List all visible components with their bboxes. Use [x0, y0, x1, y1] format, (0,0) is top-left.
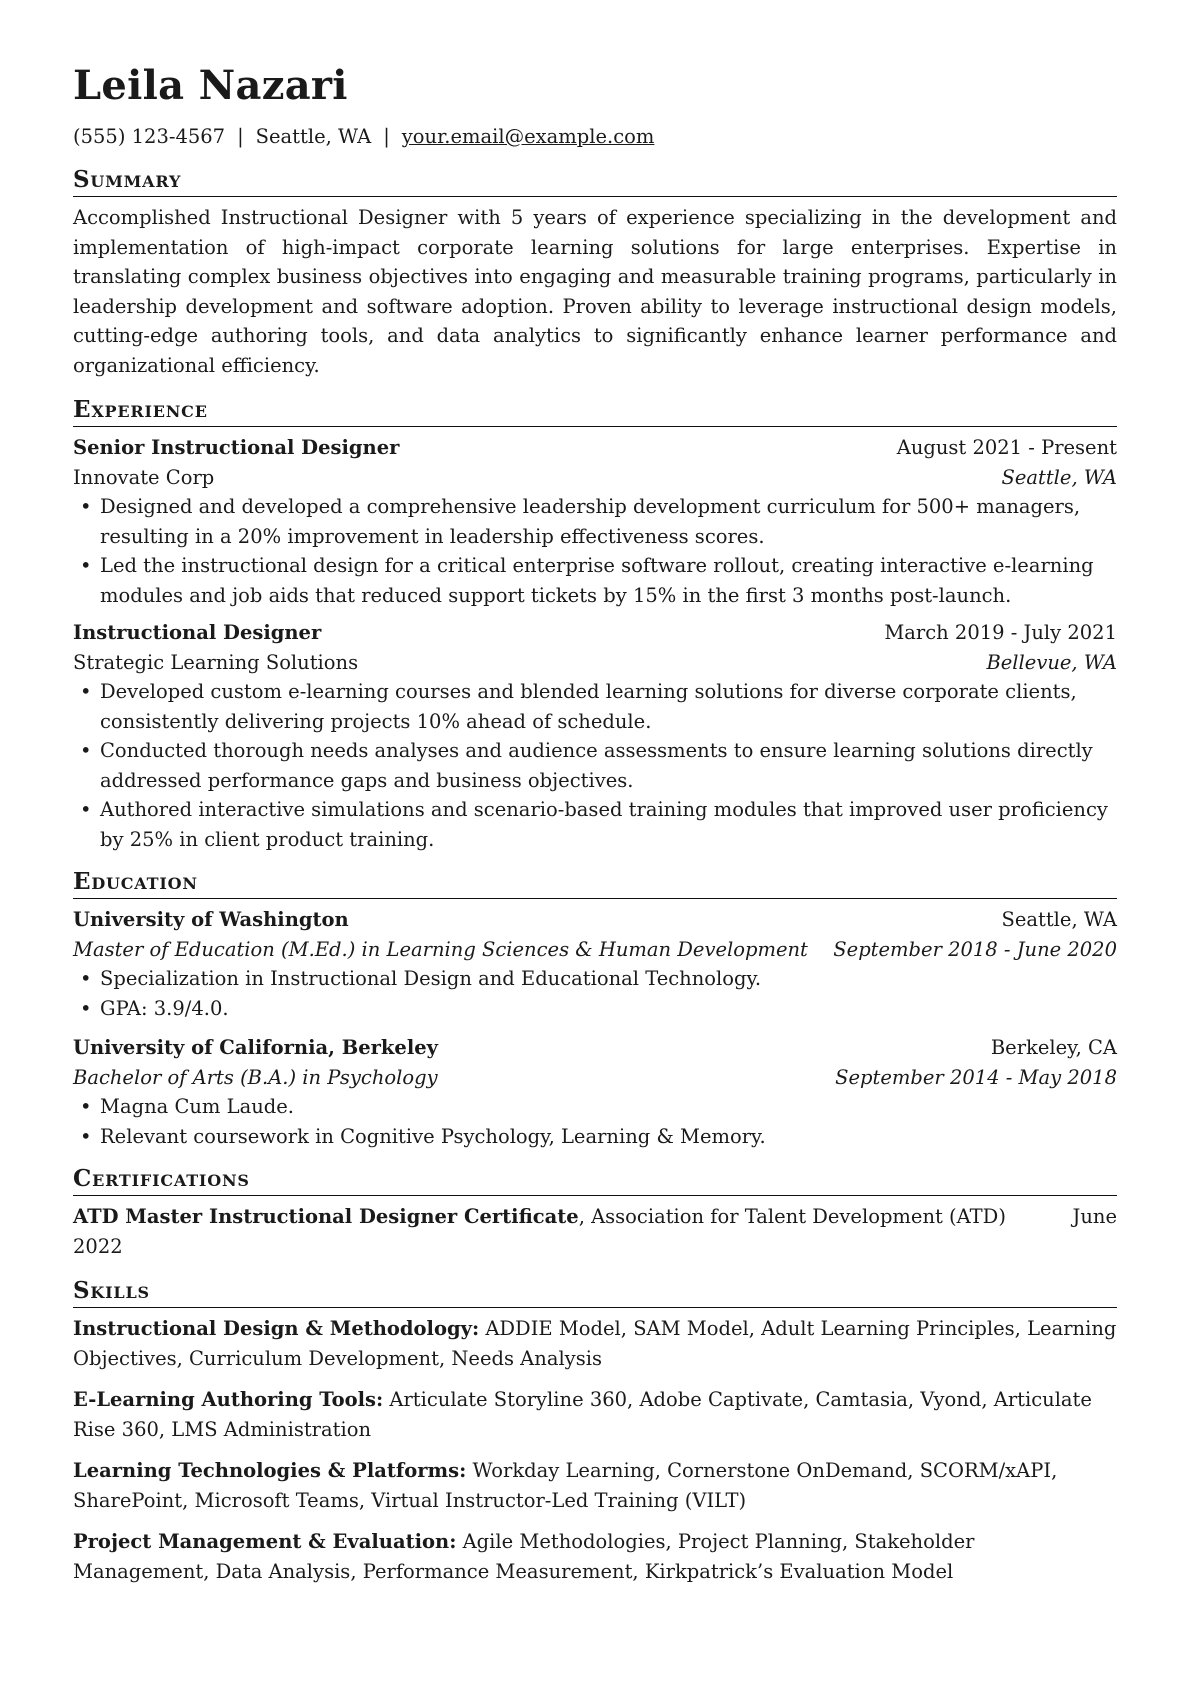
bullet-icon: •	[80, 967, 92, 990]
skill-group-text: Workday Learning, Cornerstone OnDemand, SCORM/xAPI, SharePoint, Microsoft Teams, Virtual Instructor-Led Training (VILT)	[73, 1459, 1058, 1512]
education-bullets	[73, 964, 1117, 1023]
skill-group-label: E-Learning Authoring Tools:	[73, 1388, 384, 1411]
experience-entry	[73, 433, 1117, 610]
job-bullets	[73, 492, 1117, 610]
list-item	[73, 677, 1117, 736]
certification-issuer: , Association for Talent Development (ATD)	[578, 1205, 1006, 1228]
summary-section	[73, 164, 1117, 380]
bullet-text: Led the instructional design for a critical enterprise software rollout, creating interactive e-learning modules and job aids that reduced support tickets by 15% in the first 3 months post-launch.	[100, 554, 1094, 607]
bullet-text: Specialization in Instructional Design and Educational Technology.	[100, 967, 762, 990]
certification-entry	[73, 1202, 1117, 1232]
skill-group-label: Instructional Design & Methodology:	[73, 1317, 480, 1340]
bullet-icon: •	[80, 1095, 92, 1118]
certifications-section	[73, 1163, 1117, 1261]
school-name: University of California, Berkeley	[73, 1036, 438, 1059]
job-dates: August 2021 - Present	[896, 436, 1117, 459]
certification-name: ATD Master Instructional Designer Certificate	[73, 1205, 579, 1228]
skill-group-text: ADDIE Model, SAM Model, Adult Learning Principles, Learning Objectives, Curriculum Development, Needs Analysis	[73, 1317, 1117, 1370]
skill-group-label: Learning Technologies & Platforms:	[73, 1459, 467, 1482]
location: Seattle, WA	[255, 125, 372, 148]
list-item	[73, 994, 1117, 1024]
experience-entry	[73, 618, 1117, 854]
education-dates: September 2018 - June 2020	[833, 937, 1117, 961]
bullet-text: Authored interactive simulations and scenario-based training modules that improved user proficiency by 25% in client product training.	[100, 798, 1108, 851]
skill-group	[73, 1385, 1117, 1444]
education-entry	[73, 1033, 1117, 1151]
job-dates: March 2019 - July 2021	[884, 621, 1117, 644]
bullet-text: Relevant coursework in Cognitive Psychology, Learning & Memory.	[100, 1124, 766, 1148]
job-bullets	[73, 677, 1117, 854]
section-title-education: Education	[73, 866, 1117, 899]
experience-section	[73, 394, 1117, 854]
list-item	[73, 551, 1117, 610]
list-item	[73, 1122, 1117, 1152]
bullet-text: Designed and developed a comprehensive leadership development curriculum for 500+ managers, resulting in a 20% improvement in leadership effectiveness scores.	[100, 495, 1081, 548]
job-location: Bellevue, WA	[986, 650, 1117, 674]
list-item	[73, 736, 1117, 795]
education-bullets	[73, 1092, 1117, 1151]
bullet-icon: •	[80, 996, 92, 1020]
bullet-icon: •	[80, 798, 92, 821]
bullet-icon: •	[80, 739, 92, 762]
section-title-experience: Experience	[73, 394, 1117, 427]
contact-separator: |	[237, 125, 244, 148]
bullet-icon: •	[80, 680, 92, 703]
bullet-icon: •	[80, 554, 92, 577]
list-item	[73, 492, 1117, 551]
skill-group	[73, 1456, 1117, 1515]
list-item	[73, 795, 1117, 854]
section-title-certifications: Certifications	[73, 1163, 1117, 1196]
phone-number: (555) 123-4567	[73, 125, 226, 148]
certification-month: June	[1072, 1205, 1117, 1228]
degree-name: Master of Education (M.Ed.) in Learning Sciences & Human Development	[73, 937, 808, 961]
skill-group-label: Project Management & Evaluation:	[73, 1530, 457, 1553]
skill-group-text: Agile Methodologies, Project Planning, Stakeholder Management, Data Analysis, Performance Measurement, Kirkpatrick’s Evaluation Model	[73, 1530, 975, 1583]
education-section	[73, 866, 1117, 1151]
candidate-name: Leila Nazari	[73, 62, 348, 109]
degree-name: Bachelor of Arts (B.A.) in Psychology	[73, 1065, 438, 1089]
school-location: Seattle, WA	[1001, 908, 1117, 931]
section-title-summary: Summary	[73, 164, 1117, 197]
job-title: Instructional Designer	[73, 621, 322, 644]
bullet-text: Developed custom e-learning courses and blended learning solutions for diverse corporate clients, consistently delivering projects 10% ahead of schedule.	[100, 680, 1077, 733]
skill-group-text: Articulate Storyline 360, Adobe Captivate, Camtasia, Vyond, Articulate Rise 360, LMS Administration	[73, 1388, 1092, 1441]
company-name: Innovate Corp	[73, 465, 215, 489]
list-item	[73, 964, 1117, 994]
bullet-text: Conducted thorough needs analyses and audience assessments to ensure learning solutions directly addressed performance gaps and business objectives.	[100, 739, 1093, 792]
school-location: Berkeley, CA	[990, 1036, 1117, 1059]
contact-separator: |	[383, 125, 390, 148]
bullet-text: Magna Cum Laude.	[100, 1095, 294, 1118]
skills-section	[73, 1275, 1117, 1586]
bullet-icon: •	[80, 1124, 92, 1148]
section-title-skills: Skills	[73, 1275, 1117, 1308]
list-item	[73, 1092, 1117, 1122]
education-dates: September 2014 - May 2018	[835, 1065, 1117, 1089]
job-location: Seattle, WA	[1001, 465, 1117, 489]
education-entry	[73, 905, 1117, 1023]
skill-group	[73, 1527, 1117, 1586]
company-name: Strategic Learning Solutions	[73, 650, 359, 674]
email-link[interactable]: your.email@example.com	[401, 125, 655, 148]
job-title: Senior Instructional Designer	[73, 436, 400, 459]
school-name: University of Washington	[73, 908, 349, 931]
contact-line	[73, 122, 1117, 152]
bullet-icon: •	[80, 495, 92, 518]
skill-group	[73, 1314, 1117, 1373]
summary-text: Accomplished Instructional Designer with 5 years of experience specializing in the development and implementation of high-impact corporate learning solutions for large enterprises. Expertise in translating complex business objectives into engaging and measurable training programs, particularly in leadership development and software adoption. Proven ability to leverage instructional design models, cutting-edge authoring tools, and data analytics to significantly enhance learner performance and organizational efficiency.	[73, 206, 1117, 377]
bullet-text: GPA: 3.9/4.0.	[100, 996, 229, 1020]
certification-year: 2022	[73, 1234, 123, 1258]
